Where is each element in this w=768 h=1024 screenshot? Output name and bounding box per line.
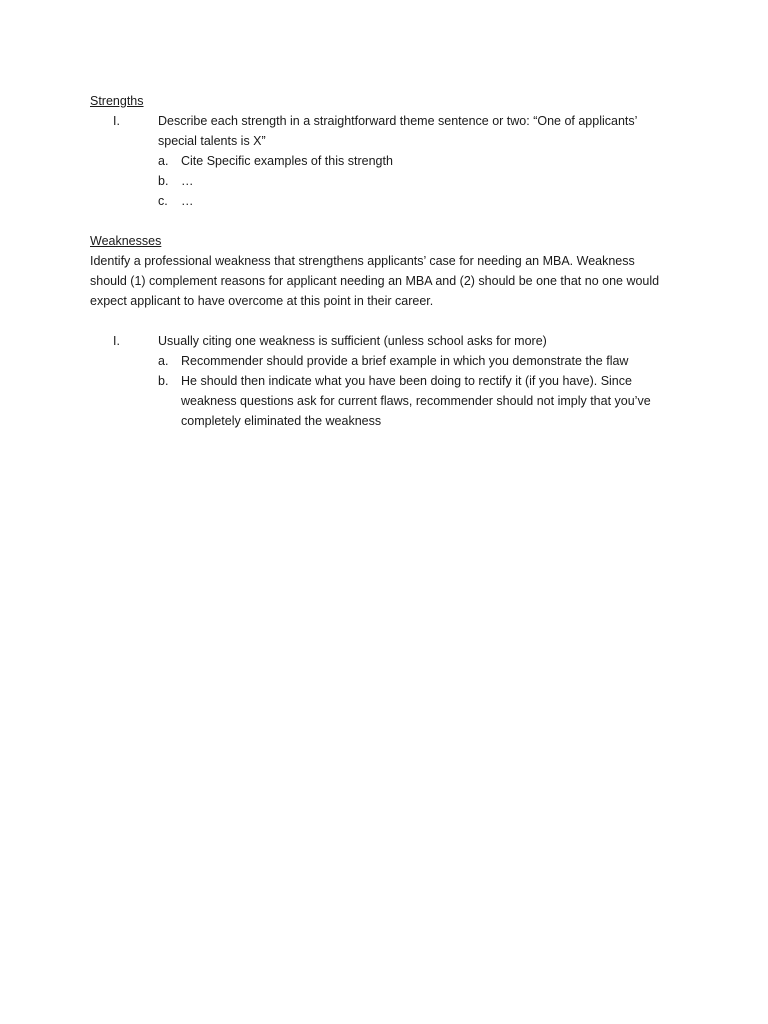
strengths-item-1-line-1: Describe each strength in a straightforward theme sentence or two: “One of applicants’: [158, 114, 638, 128]
strengths-subitem-c-marker: c.: [158, 194, 168, 208]
strengths-subitem-a-text: Cite Specific examples of this strength: [181, 154, 393, 168]
strengths-subitem-b-text: …: [181, 174, 194, 188]
strengths-subitem-c-text: …: [181, 194, 194, 208]
weaknesses-item-1-line-1: Usually citing one weakness is sufficient (unless school asks for more): [158, 334, 547, 348]
strengths-item-1-numeral: I.: [113, 114, 120, 128]
weaknesses-item-1-numeral: I.: [113, 334, 120, 348]
strengths-subitem-a-marker: a.: [158, 154, 169, 168]
weaknesses-paragraph-line-3: expect applicant to have overcome at this point in their career.: [90, 294, 434, 308]
weaknesses-subitem-b-marker: b.: [158, 374, 169, 388]
weaknesses-paragraph-line-1: Identify a professional weakness that strengthens applicants’ case for needing an MBA. Weakness: [90, 254, 635, 268]
weaknesses-paragraph-line-2: should (1) complement reasons for applicant needing an MBA and (2) should be one that no one would: [90, 274, 660, 288]
weaknesses-subitem-b-line-2: weakness questions ask for current flaws, recommender should not imply that you’ve: [181, 394, 651, 408]
weaknesses-heading: Weaknesses: [90, 234, 162, 248]
strengths-heading: Strengths: [90, 94, 144, 108]
strengths-item-1-line-2: special talents is X”: [158, 134, 266, 148]
weaknesses-subitem-b-line-3: completely eliminated the weakness: [181, 414, 382, 428]
weaknesses-subitem-b-line-1: He should then indicate what you have been doing to rectify it (if you have). Since: [181, 374, 632, 388]
weaknesses-subitem-a-line-1: Recommender should provide a brief example in which you demonstrate the flaw: [181, 354, 629, 368]
weaknesses-subitem-a-marker: a.: [158, 354, 169, 368]
strengths-subitem-b-marker: b.: [158, 174, 169, 188]
